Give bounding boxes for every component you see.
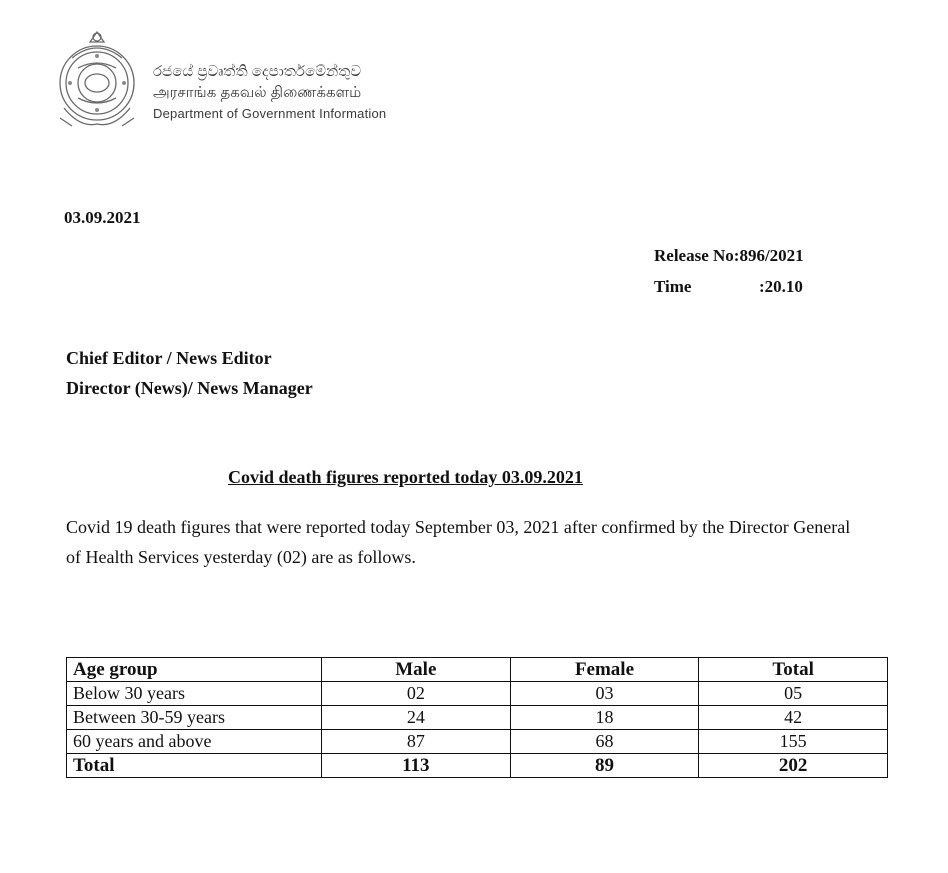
male-cell: 87	[322, 730, 511, 754]
department-names	[153, 61, 386, 124]
male-cell: 02	[322, 682, 511, 706]
column-header-female: Female	[510, 658, 699, 682]
recipients	[66, 343, 313, 403]
table-row	[67, 682, 888, 706]
column-header-total: Total	[699, 658, 888, 682]
release-info	[654, 240, 804, 302]
table-row	[67, 730, 888, 754]
male-cell: 24	[322, 706, 511, 730]
department-name-english: Department of Government Information	[153, 106, 387, 121]
age-group-cell: Below 30 years	[67, 682, 322, 706]
release-number: Release No:896/2021	[654, 246, 804, 265]
recipient-line: Chief Editor / News Editor	[66, 348, 272, 368]
female-cell: 18	[510, 706, 699, 730]
letterhead	[50, 28, 490, 143]
table-header-row	[67, 658, 888, 682]
release-time	[654, 271, 804, 302]
male-total-cell: 113	[322, 754, 511, 778]
female-cell: 03	[510, 682, 699, 706]
sri-lanka-emblem-icon	[50, 28, 145, 133]
total-cell: 155	[699, 730, 888, 754]
total-cell: 05	[699, 682, 888, 706]
age-group-cell: Between 30-59 years	[67, 706, 322, 730]
age-group-cell: 60 years and above	[67, 730, 322, 754]
column-header-age-group: Age group	[67, 658, 322, 682]
department-name-sinhala: රජයේ ප්‍රවෘත්ති දෙපාර්තමේන්තුව	[153, 63, 362, 80]
female-total-cell: 89	[510, 754, 699, 778]
total-label-cell: Total	[67, 754, 322, 778]
total-cell: 42	[699, 706, 888, 730]
department-name-tamil: அரசாங்க தகவல் திணைக்களம்	[153, 84, 362, 101]
grand-total-cell: 202	[699, 754, 888, 778]
female-cell: 68	[510, 730, 699, 754]
document-date: 03.09.2021	[64, 208, 141, 227]
death-figures-table	[66, 657, 888, 778]
column-header-male: Male	[322, 658, 511, 682]
table-total-row	[67, 754, 888, 778]
body-paragraph: Covid 19 death figures that were reported today September 03, 2021 after confirmed by the Director General of Health Services yesterday (02) are as follows.	[66, 517, 851, 567]
recipient-line: Director (News)/ News Manager	[66, 378, 313, 398]
release-time-value: :20.10	[759, 277, 803, 296]
page-title: Covid death figures reported today 03.09.2021	[228, 467, 583, 487]
table-row	[67, 706, 888, 730]
release-time-label: Time	[654, 277, 692, 296]
